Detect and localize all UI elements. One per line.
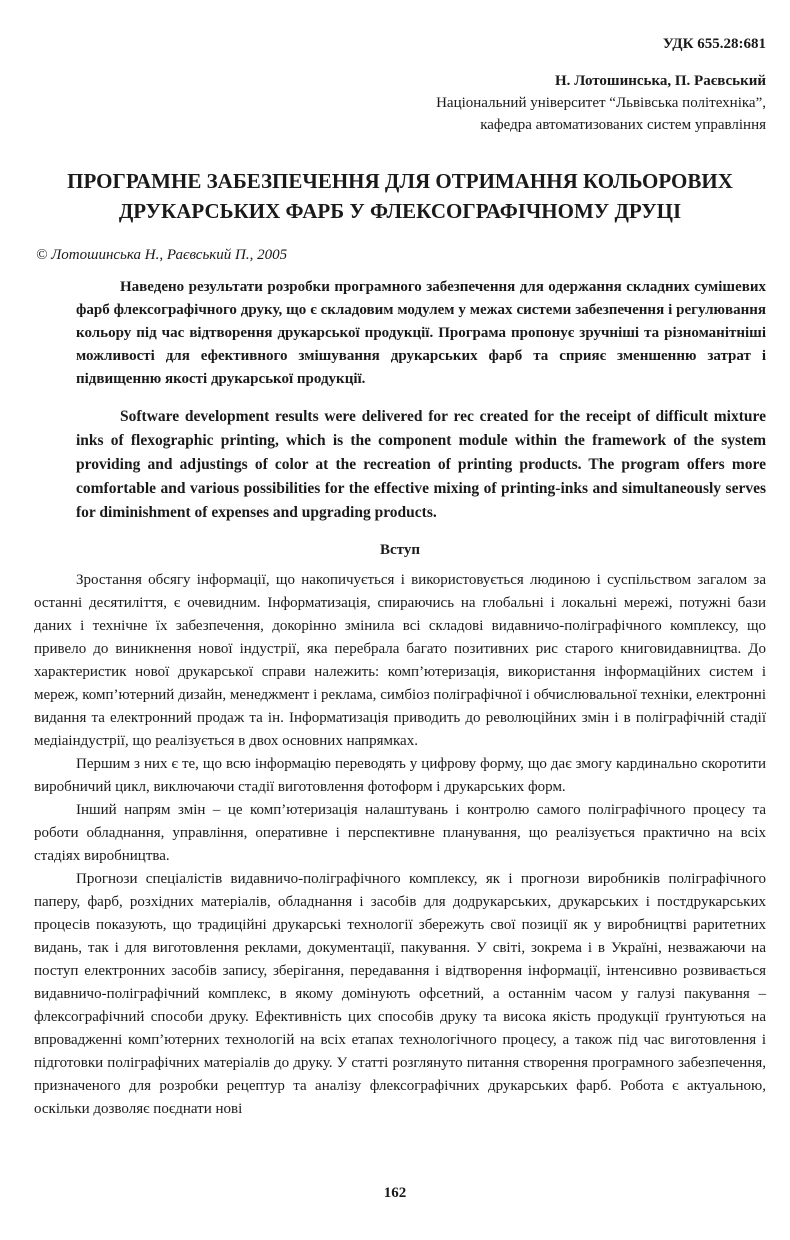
body-paragraph: Прогнози спеціалістів видавничо-поліграфічного комплексу, як і прогнози виробників поліграфічного паперу, фарб, розхідних матеріалів, обладнання і засобів для додрукарських, друкарських і постдрукарських процесів показують, що традиційні друкарські технології збережуть свої позиції як у виробництві раритетних видань, так і для виготовлення реклами, документації, пакування. У світі, зокрема і в Україні, незважаючи на поступ електронних засобів запису, зберігання, передавання і відтворення інформації, інтенсивно розвивається видавничо-поліграфічний комплекс, в якому домінують офсетний, а останнім часом у галузі пакування – флексографічний способи друку. Ефективність цих способів друку та висока якість продукції ґрунтуються на впровадженні комп’ютерних технологій на всіх етапах технологічного процесу, а також під час виготовлення і підготовки поліграфічних матеріалів до друку. У статті розглянуто питання створення програмного забезпечення, призначеного для розробки рецептур та аналізу флексографічних друкарських фарб. Робота є актуальною, оскільки дозволяє поєднати нові — [34, 871, 766, 1117]
section-heading-intro: Вступ — [380, 542, 420, 558]
affiliation-university: Національний університет “Львівська політехніка”, — [436, 95, 766, 111]
udc-code: УДК 655.28:681 — [662, 36, 766, 52]
copyright-line: © Лотошинська Н., Раєвський П., 2005 — [36, 247, 288, 263]
page-number: 162 — [383, 1185, 407, 1201]
author-block — [34, 70, 766, 136]
abstract-english: Software development results were delivered for rec created for the receipt of difficult mixture inks of flexographic printing, which is the component module within the framework of the system providing and adjustings of color at the recreation of printing products. The program offers more comfortable and various possibilities for the effective mixing of printing-inks and simultaneously serves for diminishment of expenses and upgrading products. — [76, 408, 766, 521]
body-paragraph: Першим з них є те, що всю інформацію переводять у цифрову форму, що дає змогу кардинально скоротити виробничий цикл, виключаючи стадії виготовлення фотоформ і друкарських форм. — [34, 756, 766, 795]
article-title: ПРОГРАМНЕ ЗАБЕЗПЕЧЕННЯ ДЛЯ ОТРИМАННЯ КОЛЬОРОВИХ ДРУКАРСЬКИХ ФАРБ У ФЛЕКСОГРАФІЧНОМУ ДРУЦІ — [67, 169, 733, 223]
body-paragraph: Інший напрям змін – це комп’ютеризація налаштувань і контролю самого поліграфічного процесу та роботи обладнання, управління, оперативне і перспективне планування, що реалізується практично на всіх стадіях виробництва. — [34, 802, 766, 864]
body-paragraph: Зростання обсягу інформації, що накопичується і використовується людиною і суспільством загалом за останні десятиліття, є очевидним. Інформатизація, спираючись на глобальні і локальні мережі, потужні бази даних і технічне їх забезпечення, докорінно змінила всі складові видавничо-поліграфічного комплексу, що привело до виникнення нової індустрії, яка перебрала багато позитивних рис старого книговидавництва. До характеристик нової друкарської справи належить: комп’ютеризація, використання інформаційних систем і мереж, комп’ютерний дизайн, менеджмент і реклама, симбіоз поліграфічної і обчислювальної техніки, електронні видання та електронний продаж та ін. Інформатизація приводить до революційних змін і в поліграфічній стадії медіаіндустрії, що реалізується в двох основних напрямках. — [34, 572, 766, 749]
authors: Н. Лотошинська, П. Раєвський — [554, 73, 766, 89]
abstract-ukrainian: Наведено результати розробки програмного забезпечення для одержання складних сумішевих фарб флексографічного друку, що є складовим модулем у межах системи забезпечення і регулювання кольору під час відтворення друкарської продукції. Програма пропонує зручніші та різноманітніші можливості для ефективного змішування друкарських фарб та сприяє зменшенню затрат і підвищенню якості друкарської продукції. — [76, 279, 766, 387]
affiliation-department: кафедра автоматизованих систем управління — [480, 117, 766, 133]
